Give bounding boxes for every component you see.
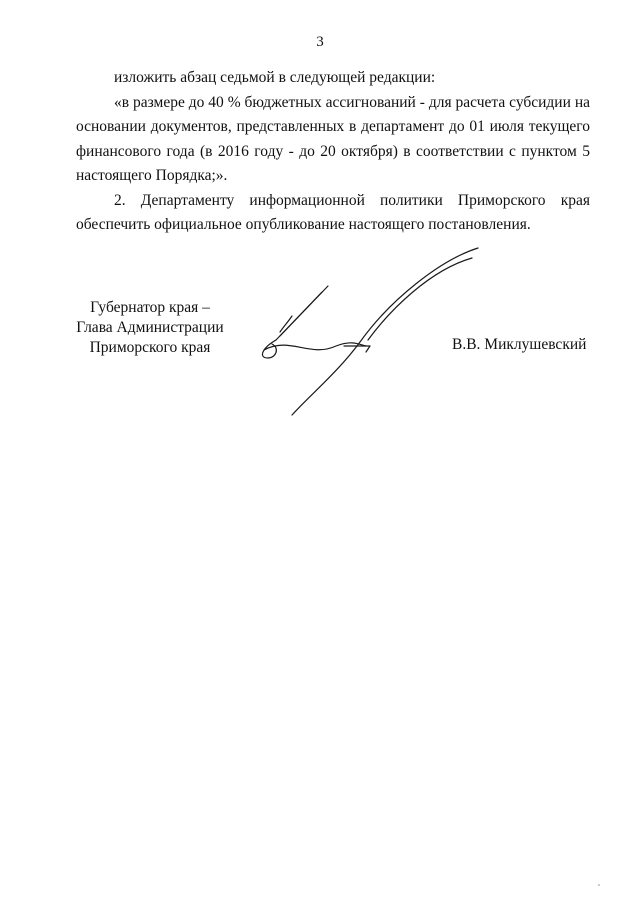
signature-icon	[240, 240, 500, 425]
page-number: 3	[316, 34, 324, 50]
body-text	[76, 66, 590, 238]
paragraph-intro: изложить абзац седьмой в следующей редакции:	[114, 69, 436, 86]
signatory-title-line: Глава Администрации	[76, 319, 224, 336]
paragraph-publication: 2. Департаменту информационной политики Приморского края обеспечить официальное опубликование настоящего постановления.	[76, 191, 590, 233]
scan-speck	[598, 884, 600, 886]
signer-name: В.В. Миклушевский	[452, 336, 587, 353]
signatory-title	[60, 298, 240, 358]
signatory-title-line: Губернатор края –	[90, 299, 210, 316]
paragraph-amendment: «в размере до 40 % бюджетных ассигнований - для расчета субсидии на основании документов, представленных в департамент до 01 июля текущего финансового года (в 2016 году - до 20 октября) в соответствии с пунктом 5 настоящего Порядка;».	[76, 93, 590, 184]
signatory-title-line: Приморского края	[89, 339, 211, 356]
